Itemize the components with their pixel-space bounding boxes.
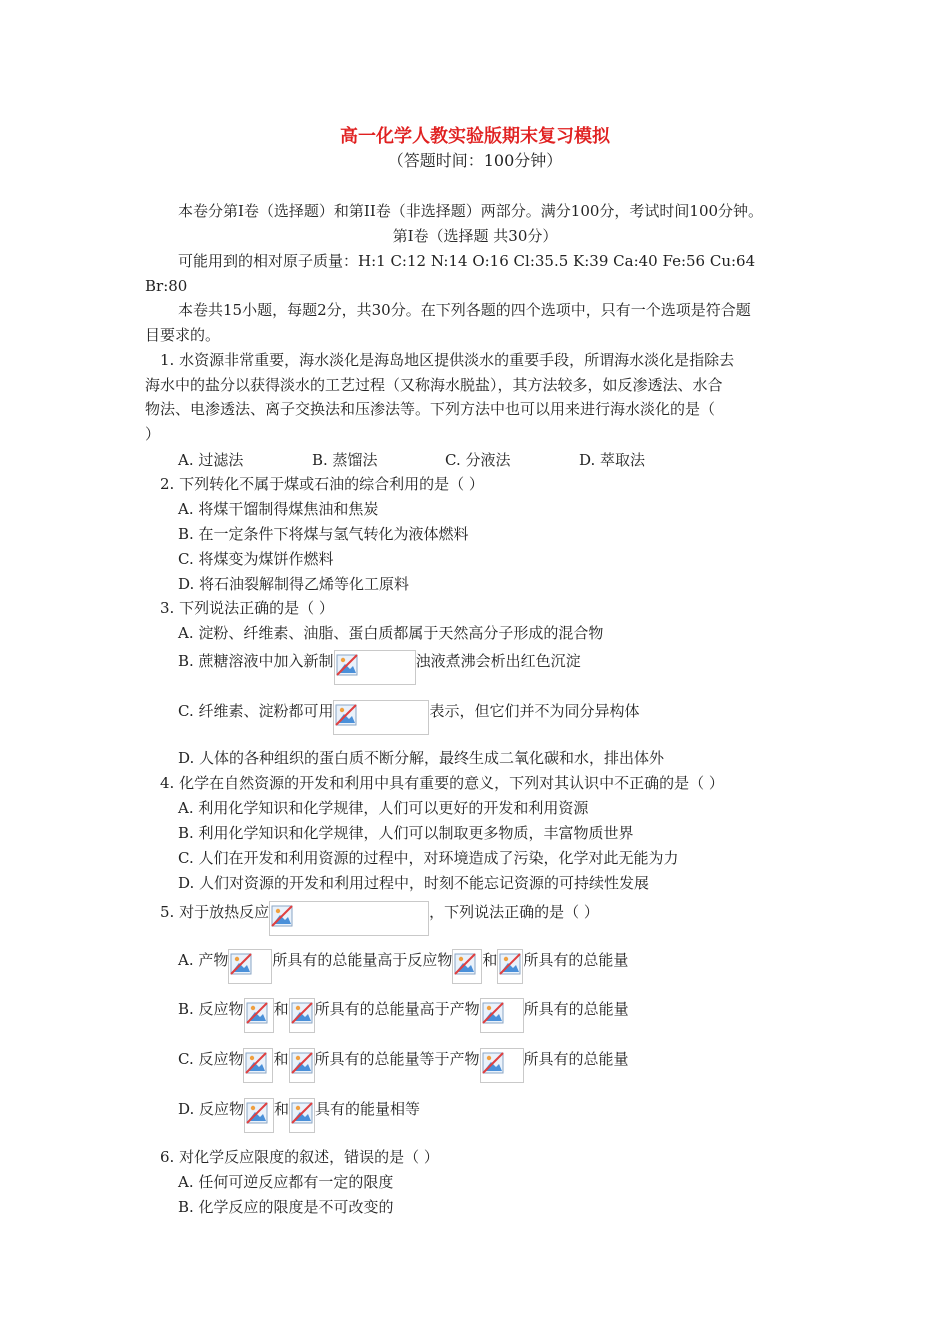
q4-option-a: A. 利用化学知识和化学规律，人们可以更好的开发和利用资源 <box>178 799 589 817</box>
broken-image-icon <box>480 1048 524 1083</box>
q5-option-c-text-4: 所具有的总能量 <box>523 1050 629 1068</box>
q5-option-c <box>178 1048 629 1083</box>
q1-option-d: D. 萃取法 <box>579 451 646 469</box>
broken-image-icon <box>244 1098 274 1133</box>
q5-stem-suffix: ，下列说法正确的是（ ） <box>429 903 599 921</box>
page-subtitle: （答题时间：100分钟） <box>387 151 563 170</box>
broken-image-icon <box>452 949 482 984</box>
q5-option-a-text-1: A. 产物 <box>178 951 229 969</box>
q5-option-c-text-2: 和 <box>273 1050 289 1068</box>
q3-option-c-prefix: C. 纤维素、淀粉都可用 <box>178 702 334 720</box>
intro-text: 本卷分第I卷（选择题）和第II卷（非选择题）两部分。满分100分，考试时间100分钟。 <box>178 202 764 220</box>
q4-option-c: C. 人们在开发和利用资源的过程中，对环境造成了污染，化学对此无能为力 <box>178 849 679 867</box>
q5-option-b-text-3: 所具有的总能量高于产物 <box>314 1000 480 1018</box>
broken-image-icon <box>480 998 524 1033</box>
q4-option-d: D. 人们对资源的开发和利用过程中，时刻不能忘记资源的可持续性发展 <box>178 874 650 892</box>
q3-option-d: D. 人体的各种组织的蛋白质不断分解，最终生成二氧化碳和水，排出体外 <box>178 749 665 767</box>
broken-image-icon <box>228 949 272 984</box>
q1-option-b: B. 蒸馏法 <box>312 451 378 469</box>
q5-stem <box>160 901 599 936</box>
q2-option-a: A. 将煤干馏制得煤焦油和焦炭 <box>178 500 379 518</box>
q5-stem-prefix: 5. 对于放热反应 <box>160 903 270 921</box>
q5-option-d-text-2: 和 <box>274 1100 290 1118</box>
q3-option-b-prefix: B. 蔗糖溶液中加入新制 <box>178 652 334 670</box>
broken-image-icon <box>244 998 274 1033</box>
q3-option-c <box>178 700 640 735</box>
q5-option-b-text-4: 所具有的总能量 <box>523 1000 629 1018</box>
q5-option-d <box>178 1098 420 1133</box>
q1-stem-line-1: 1. 水资源非常重要，海水淡化是海岛地区提供淡水的重要手段，所谓海水淡化是指除去 <box>160 351 735 369</box>
q1-stem-line-4: ） <box>145 425 161 443</box>
broken-image-icon <box>269 901 429 936</box>
broken-image-icon <box>243 1048 273 1083</box>
q1-option-a: A. 过滤法 <box>178 451 244 469</box>
q1-option-c: C. 分液法 <box>445 451 511 469</box>
q2-option-d: D. 将石油裂解制得乙烯等化工原料 <box>178 575 410 593</box>
q5-option-a-text-3: 和 <box>482 951 498 969</box>
q2-stem: 2. 下列转化不属于煤或石油的综合利用的是（ ） <box>160 475 484 493</box>
broken-image-icon <box>289 998 315 1033</box>
q4-option-b: B. 利用化学知识和化学规律，人们可以制取更多物质，丰富物质世界 <box>178 824 634 842</box>
q5-option-d-text-1: D. 反应物 <box>178 1100 245 1118</box>
broken-image-icon <box>289 1048 315 1083</box>
q5-option-a-text-4: 所具有的总能量 <box>523 951 629 969</box>
q2-option-b: B. 在一定条件下将煤与氢气转化为液体燃料 <box>178 525 469 543</box>
broken-image-icon <box>333 700 429 735</box>
q3-option-c-suffix: 表示，但它们并不为同分异构体 <box>429 702 640 720</box>
q6-option-a: A. 任何可逆反应都有一定的限度 <box>178 1173 394 1191</box>
q3-option-a: A. 淀粉、纤维素、油脂、蛋白质都属于天然高分子形成的混合物 <box>178 624 604 642</box>
q5-option-d-text-3: 具有的能量相等 <box>315 1100 421 1118</box>
q4-stem: 4. 化学在自然资源的开发和利用中具有重要的意义，下列对其认识中不正确的是（ ） <box>160 774 724 792</box>
q5-option-b-text-2: 和 <box>273 1000 289 1018</box>
q3-stem: 3. 下列说法正确的是（ ） <box>160 599 334 617</box>
section-heading: 第I卷（选择题 共30分） <box>392 227 558 245</box>
page-title: 高一化学人教实验版期末复习模拟 <box>340 126 610 147</box>
q1-stem-line-2: 海水中的盐分以获得淡水的工艺过程（又称海水脱盐），其方法较多，如反渗透法、水合 <box>145 376 723 394</box>
q5-option-b <box>178 998 629 1033</box>
q6-option-b: B. 化学反应的限度是不可改变的 <box>178 1198 394 1216</box>
q3-option-b <box>178 650 581 685</box>
atomic-mass-line-1: 可能用到的相对原子质量：H:1 C:12 N:14 O:16 Cl:35.5 K:39 Ca:40 Fe:56 Cu:64 <box>178 252 756 270</box>
broken-image-icon <box>334 650 416 685</box>
q3-option-b-suffix: 浊液煮沸会析出红色沉淀 <box>415 652 581 670</box>
atomic-mass-line-2: Br:80 <box>145 277 188 295</box>
q1-stem-line-3: 物法、电渗透法、离子交换法和压渗法等。下列方法中也可以用来进行海水淡化的是（ <box>145 400 716 418</box>
q5-option-a <box>178 949 628 984</box>
q2-option-c: C. 将煤变为煤饼作燃料 <box>178 550 334 568</box>
q5-option-b-text-1: B. 反应物 <box>178 1000 244 1018</box>
q6-stem: 6. 对化学反应限度的叙述，错误的是（ ） <box>160 1148 439 1166</box>
q5-option-a-text-2: 所具有的总能量高于反应物 <box>272 951 453 969</box>
instructions-line-1: 本卷共15小题，每题2分，共30分。在下列各题的四个选项中，只有一个选项是符合题 <box>178 301 751 319</box>
broken-image-icon <box>289 1098 315 1133</box>
broken-image-icon <box>497 949 523 984</box>
q5-option-c-text-3: 所具有的总能量等于产物 <box>314 1050 480 1068</box>
instructions-line-2: 目要求的。 <box>145 326 221 344</box>
q5-option-c-text-1: C. 反应物 <box>178 1050 244 1068</box>
